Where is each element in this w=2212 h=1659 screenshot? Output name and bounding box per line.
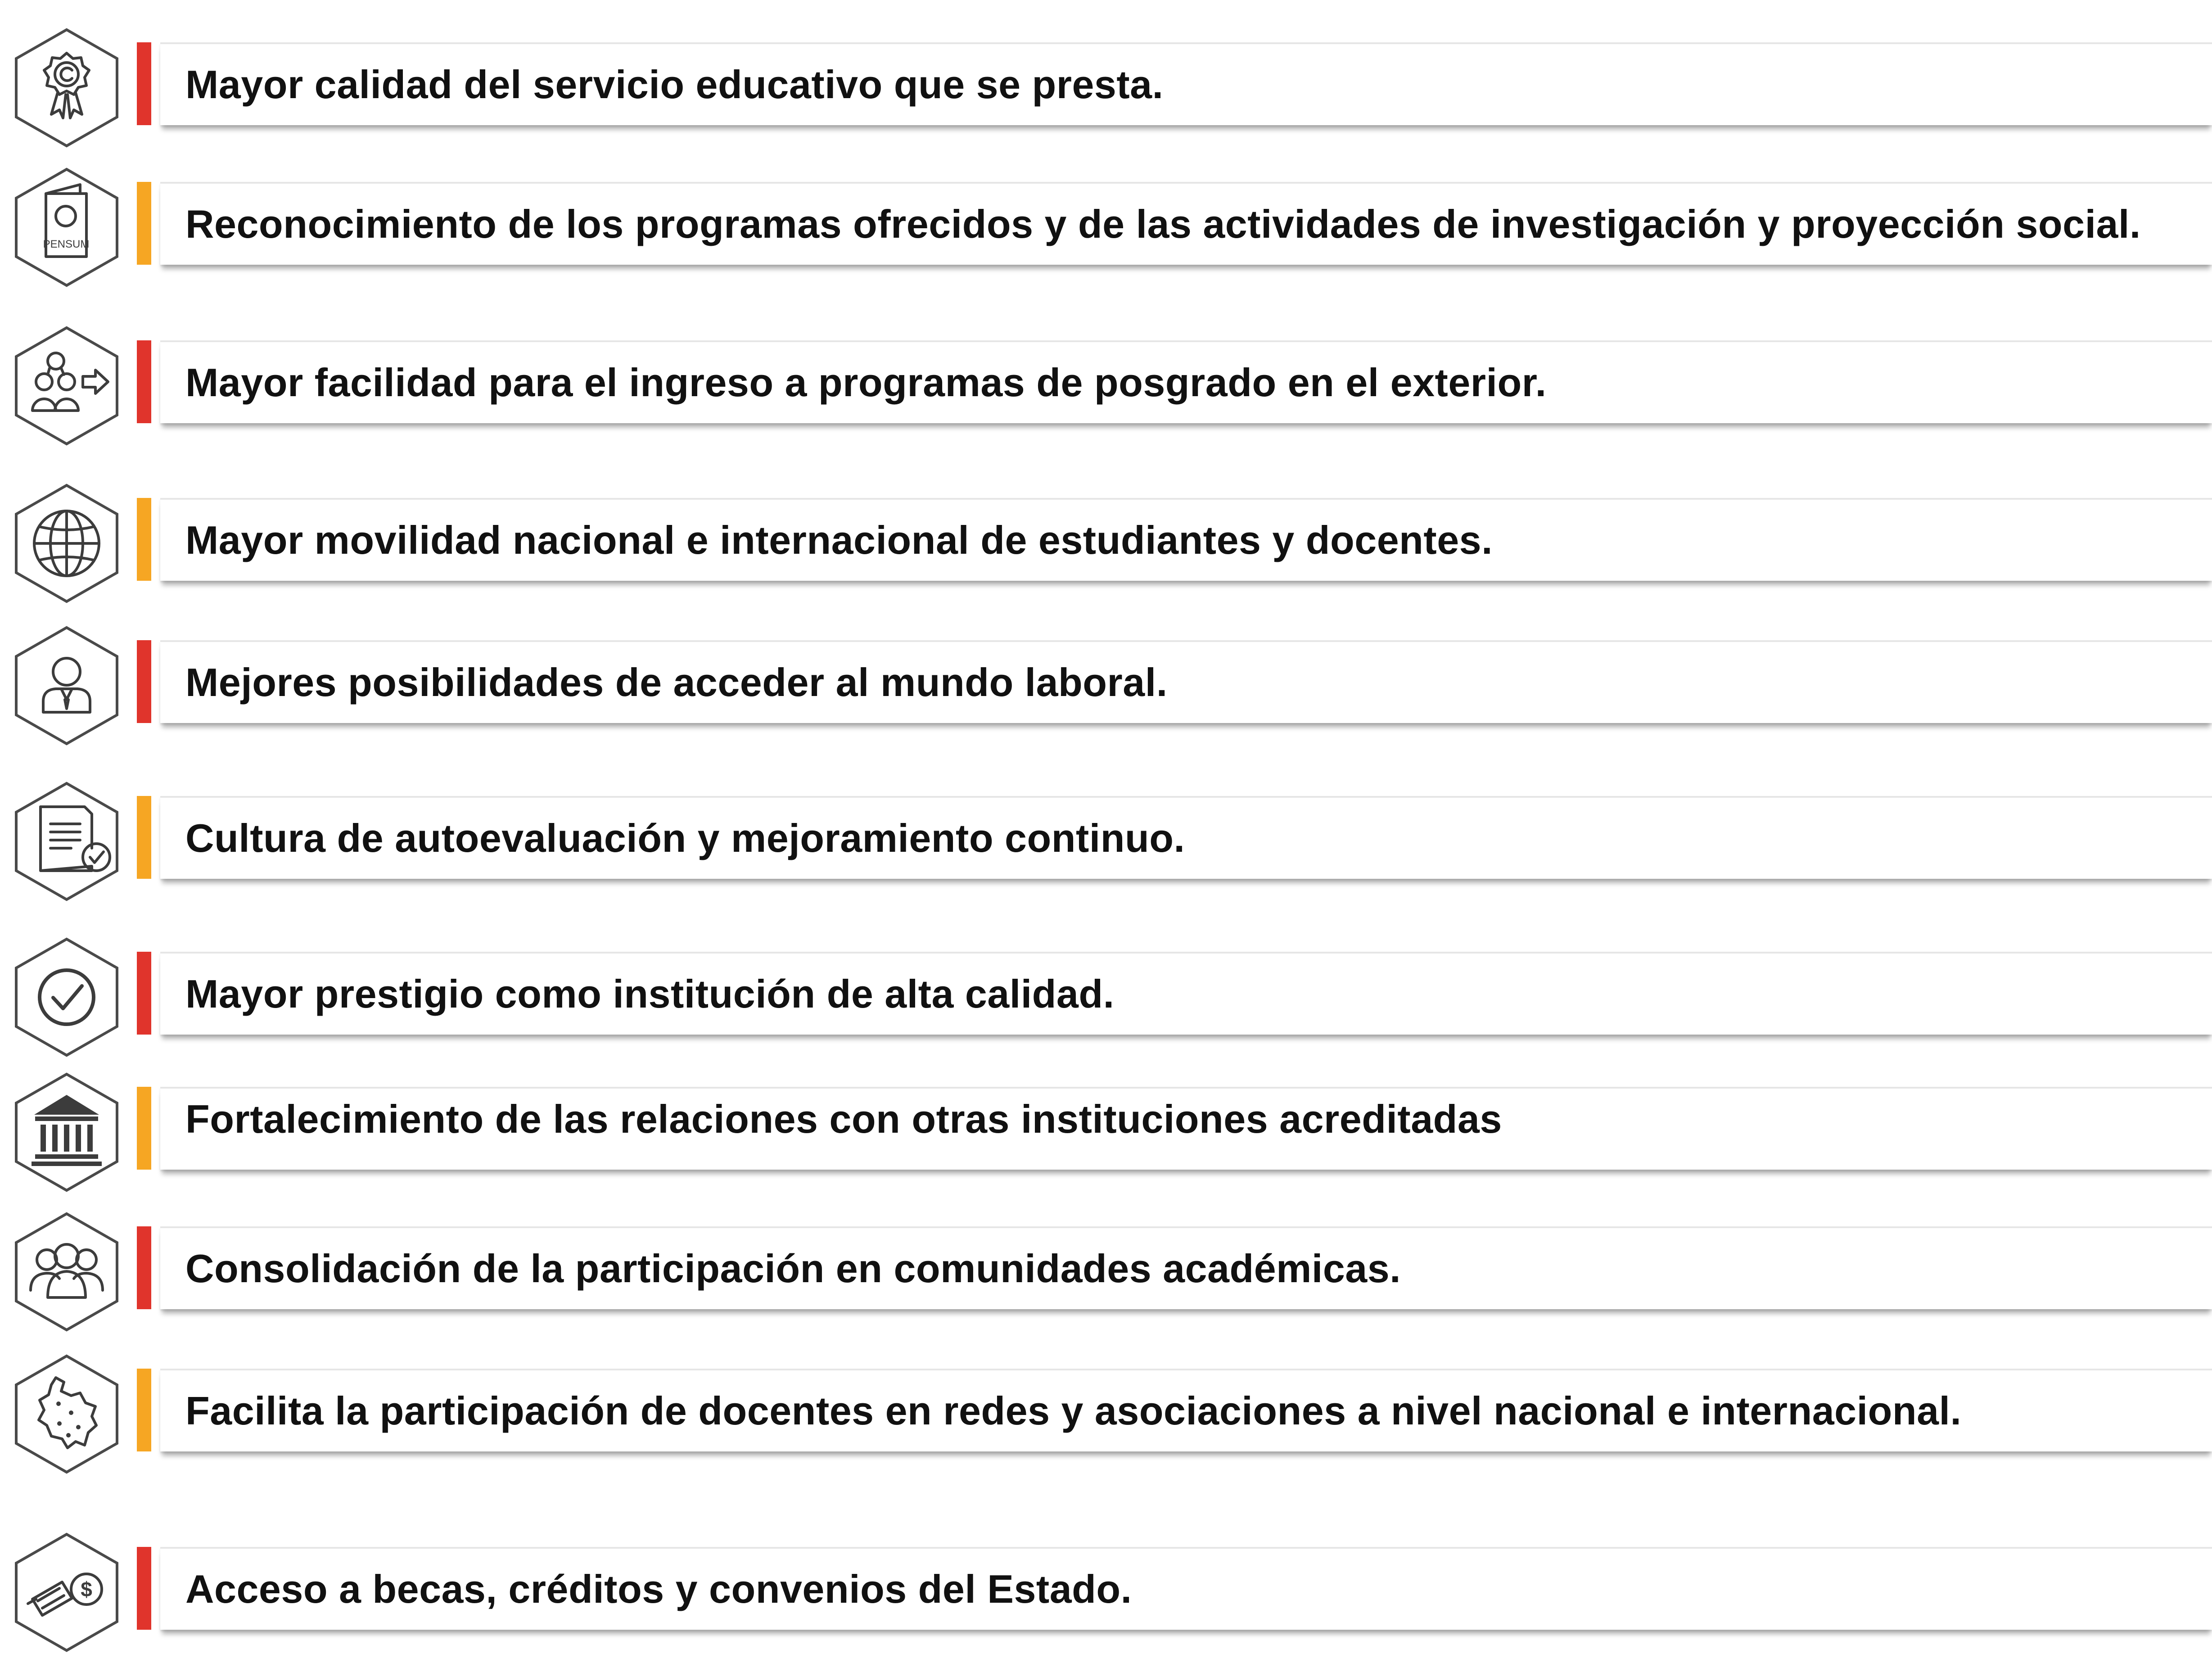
- item-box: [160, 1369, 2212, 1451]
- pensum-book-icon: [13, 167, 121, 288]
- list-item: [0, 640, 2212, 730]
- list-item: [0, 1369, 2212, 1459]
- item-text: Mayor prestigio como institución de alta calidad.: [185, 972, 1115, 1016]
- certificate-badge-icon: [13, 27, 121, 149]
- accent-bar: [137, 498, 151, 581]
- item-text: Consolidación de la participación en comunidades académicas.: [185, 1246, 1401, 1291]
- accent-bar: [137, 42, 151, 125]
- item-box: [160, 1087, 2212, 1170]
- item-text: Mayor calidad del servicio educativo que se presta.: [185, 62, 1164, 107]
- list-item: [0, 1547, 2212, 1637]
- list-item: [0, 952, 2212, 1042]
- institution-building-icon: [13, 1071, 121, 1193]
- pensum-label: PENSUM: [43, 238, 90, 250]
- accent-bar: [137, 640, 151, 723]
- item-box: [160, 498, 2212, 581]
- item-box: [160, 42, 2212, 125]
- svg-text:$: $: [81, 1578, 92, 1601]
- accent-bar: [137, 952, 151, 1035]
- list-item: [0, 796, 2212, 886]
- item-box: [160, 1226, 2212, 1309]
- item-text: Cultura de autoevaluación y mejoramiento continuo.: [185, 816, 1185, 860]
- accent-bar: [137, 340, 151, 423]
- item-text: Mejores posibilidades de acceder al mundo laboral.: [185, 660, 1168, 705]
- community-group-icon: [13, 1211, 121, 1333]
- accent-bar: [137, 1226, 151, 1309]
- accent-bar: [137, 1087, 151, 1170]
- item-text: Mayor movilidad nacional e internacional de estudiantes y docentes.: [185, 518, 1493, 562]
- item-box: [160, 340, 2212, 423]
- document-check-icon: [13, 781, 121, 902]
- globe-icon: [13, 483, 121, 604]
- item-text: Reconocimiento de los programas ofrecidos y de las actividades de investigación y proyección social.: [185, 202, 2141, 246]
- list-item: [0, 1087, 2212, 1177]
- list-item: [0, 340, 2212, 430]
- accent-bar: [137, 1547, 151, 1630]
- list-item: [0, 42, 2212, 132]
- accent-bar: [137, 796, 151, 879]
- list-item: [0, 498, 2212, 588]
- item-text: Facilita la participación de docentes en redes y asociaciones a nivel nacional e internacional.: [185, 1388, 1962, 1433]
- item-text: Fortalecimiento de las relaciones con otras instituciones acreditadas: [185, 1097, 1502, 1142]
- accent-bar: [137, 182, 151, 265]
- money-scholarship-icon: [13, 1532, 121, 1653]
- people-arrow-icon: [13, 325, 121, 447]
- item-box: [160, 796, 2212, 879]
- check-circle-icon: [13, 936, 121, 1058]
- item-box: [160, 1547, 2212, 1630]
- item-box: [160, 640, 2212, 723]
- item-text: Acceso a becas, créditos y convenios del Estado.: [185, 1567, 1132, 1611]
- country-map-icon: [13, 1353, 121, 1475]
- list-item: [0, 1226, 2212, 1316]
- list-item: [0, 182, 2212, 272]
- professional-person-icon: [13, 625, 121, 746]
- item-box: [160, 952, 2212, 1035]
- accent-bar: [137, 1369, 151, 1451]
- item-text: Mayor facilidad para el ingreso a programas de posgrado en el exterior.: [185, 360, 1547, 405]
- item-box: [160, 182, 2212, 265]
